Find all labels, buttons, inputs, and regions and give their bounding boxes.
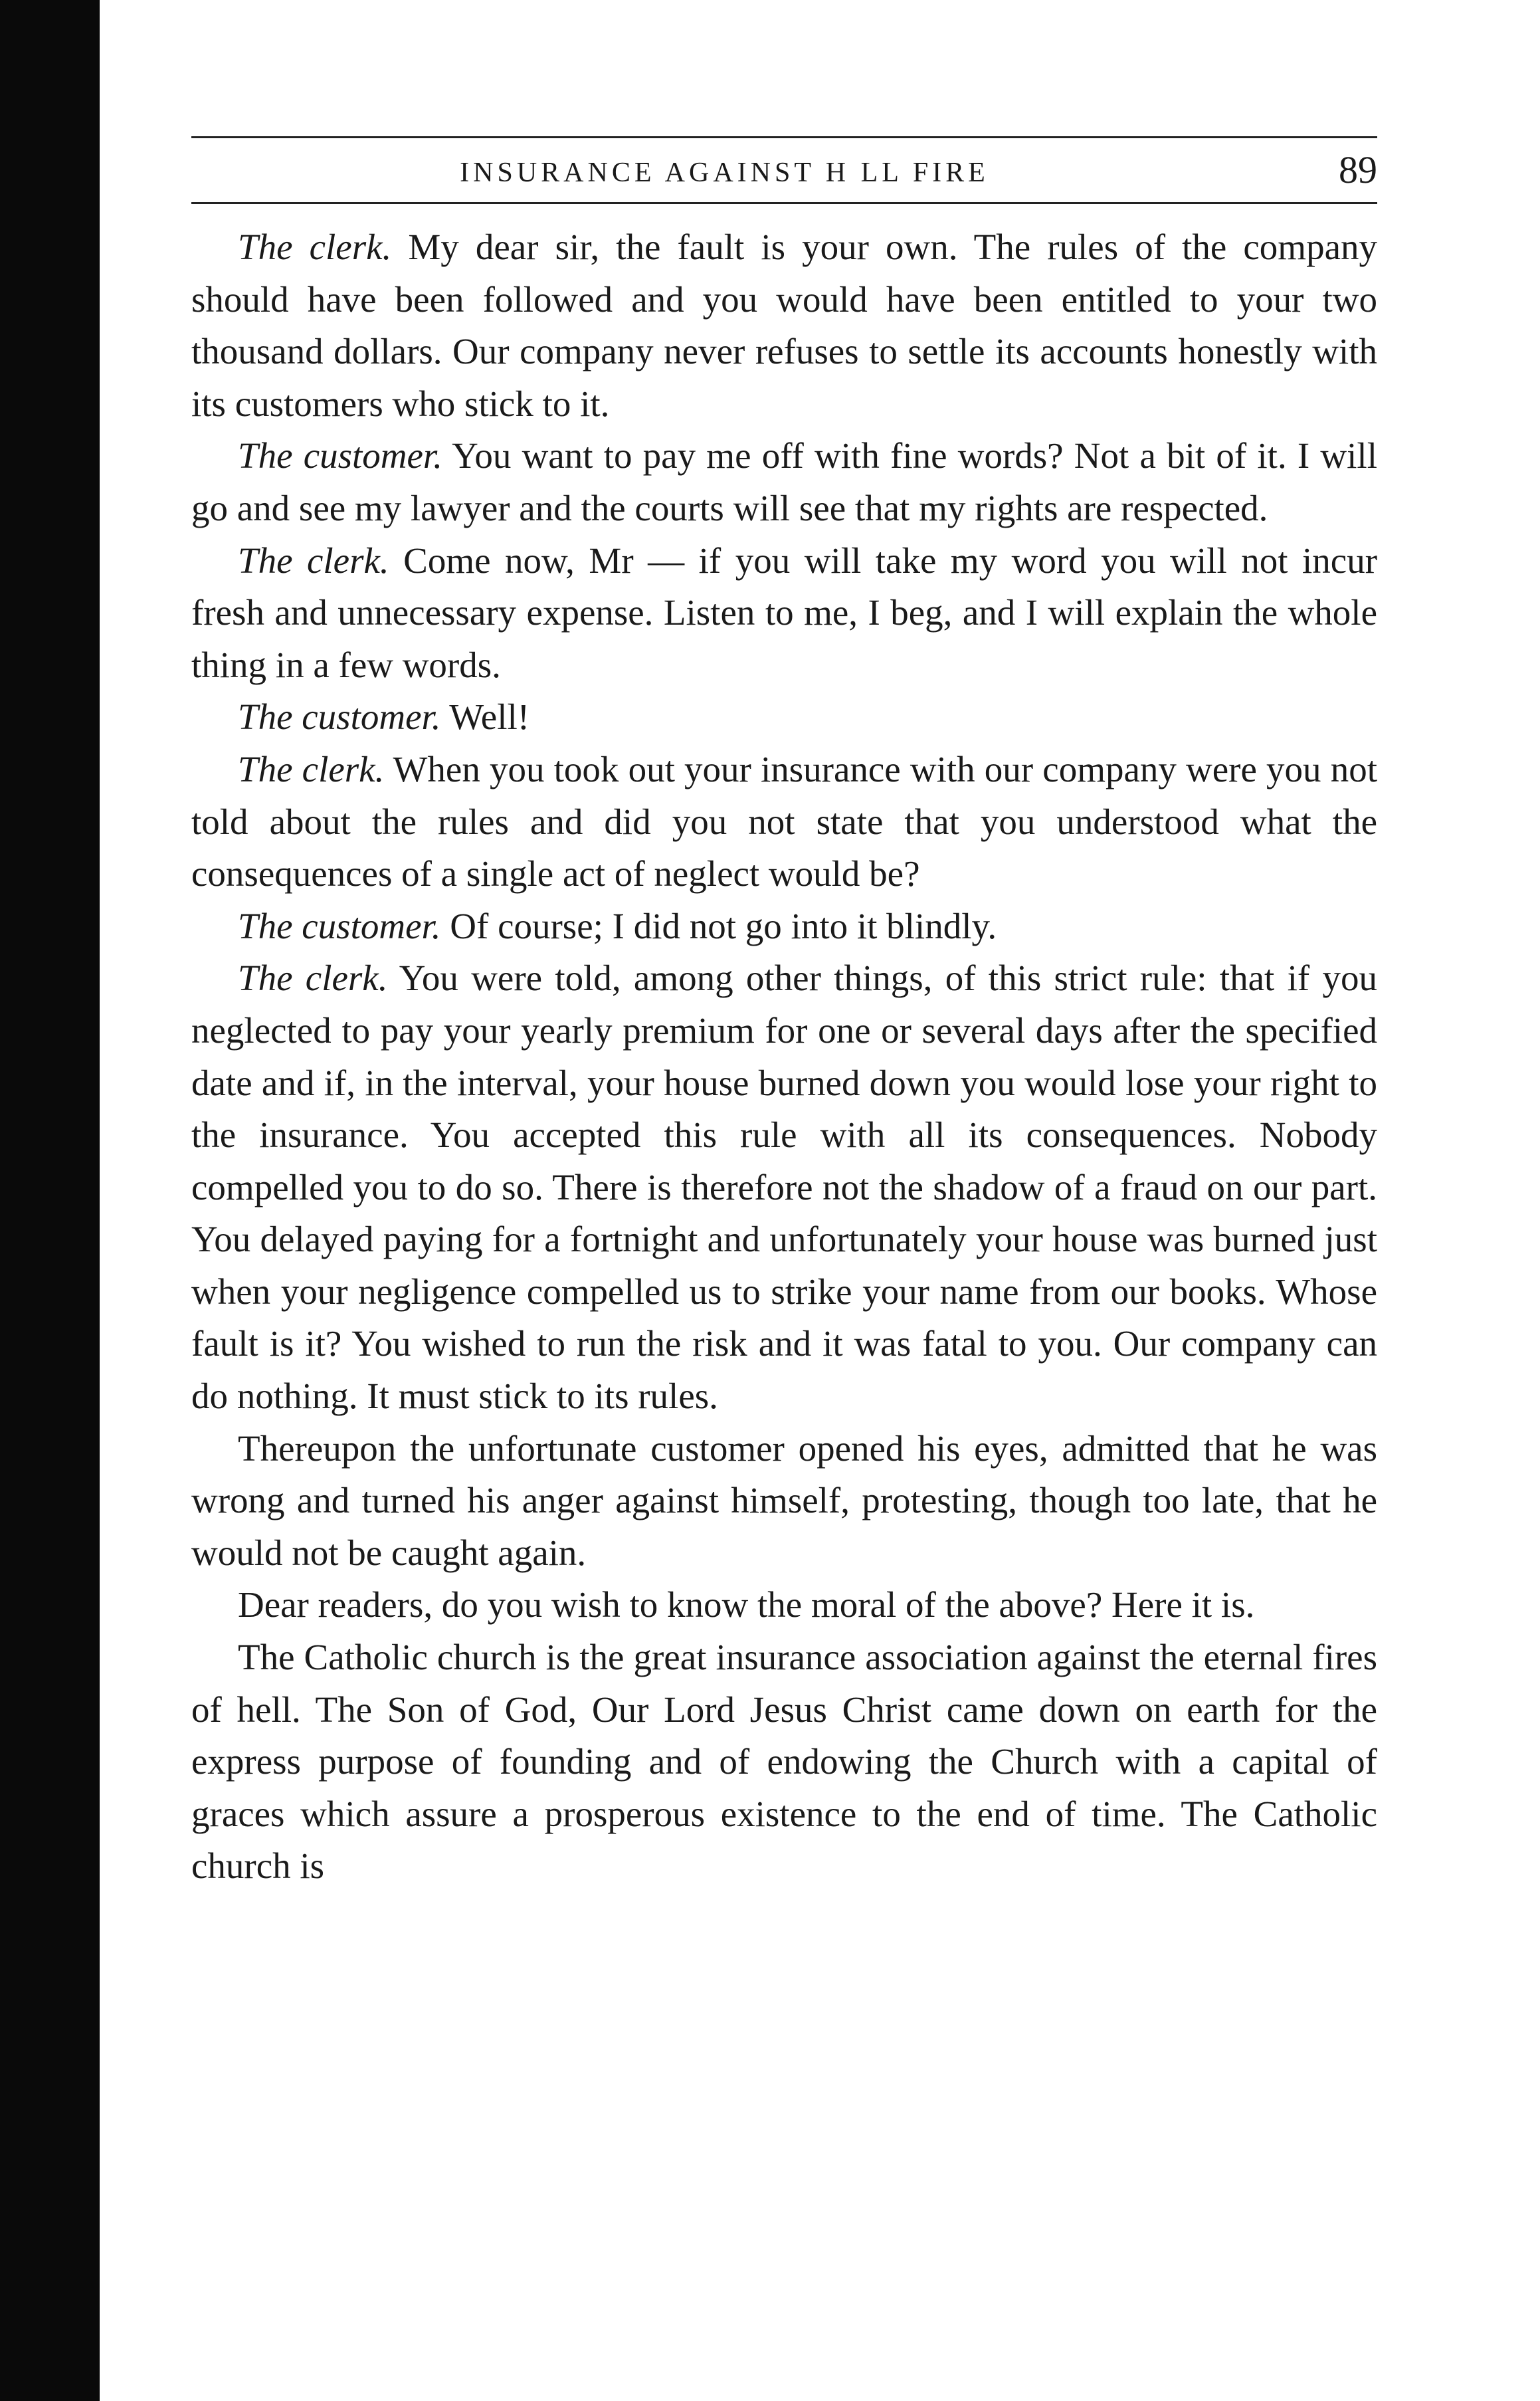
paragraph-text: Well!	[440, 696, 530, 738]
paragraph-text: Come now, Mr — if you will take my word you will not incur fresh and unnecessary expense. Listen to me, I beg, and I will explain the whole thing in a few words.	[191, 540, 1378, 685]
speaker-label: The clerk.	[238, 748, 385, 789]
running-title: INSURANCE AGAINST H LL FIRE	[460, 157, 989, 188]
speaker-label: The customer.	[238, 435, 442, 476]
paragraph	[191, 744, 1377, 900]
book-binding-edge	[0, 0, 100, 2401]
paragraph-text: Of course; I did not go into it blindly.	[440, 905, 997, 946]
paragraph-text: The Catholic church is the great insurance association against the eternal fires of hell. The Son of God, Our Lord Jesus Christ came down on earth for the express purpose of founding and of endowing the Church with a capital of graces which assure a prosperous existence to the end of time. The Catholic church is	[191, 1637, 1377, 1887]
paragraph	[191, 535, 1377, 692]
paragraph	[191, 691, 1377, 744]
book-page	[191, 136, 1377, 1893]
paragraph-text: Dear readers, do you wish to know the moral of the above? Here it is.	[238, 1584, 1255, 1625]
speaker-label: The customer.	[238, 696, 441, 738]
page-number: 89	[1339, 148, 1377, 191]
speaker-label: The clerk.	[238, 958, 388, 999]
paragraph-text: When you took out your insurance with our company were you not told about the rules and did you not state that you understood what the consequences of a single act of neglect would be?	[191, 748, 1377, 894]
paragraph	[191, 952, 1377, 1422]
paragraph	[191, 1579, 1377, 1631]
paragraph-text: My dear sir, the fault is your own. The rules of the company should have been followed and you would have been entitled to your two thousand dollars. Our company never refuses to settle its accounts honestly with its customers who stick to it.	[191, 227, 1378, 424]
paragraph	[191, 221, 1377, 430]
speaker-label: The customer.	[238, 905, 441, 946]
speaker-label: The clerk.	[238, 540, 389, 581]
paragraph-text: Thereupon the unfortunate customer opened his eyes, admitted that he was wrong and turned his anger against himself, protesting, though too late, that he would not be caught again.	[191, 1427, 1377, 1573]
paragraph	[191, 1423, 1377, 1580]
paragraph-text: You were told, among other things, of this strict rule: that if you neglected to pay your yearly premium for one or several days after the specified date and if, in the interval, your house burned down you would lose your right to the insurance. You accepted this rule with all its consequences. Nobody compelled you to do so. There is therefore not the shadow of a fraud on our part. You delayed paying for a fortnight and unfortunately your house was burned just when your negligence compelled us to strike your name from our books. Whose fault is it? You wished to run the risk and it was fatal to you. Our company can do nothing. It must stick to its rules.	[191, 958, 1377, 1417]
speaker-label: The clerk.	[238, 227, 392, 267]
paragraph	[191, 1631, 1377, 1893]
paragraph	[191, 900, 1377, 953]
body-text	[191, 221, 1377, 1893]
running-head	[191, 138, 1377, 202]
header-rule	[191, 202, 1377, 204]
paragraph-text: You want to pay me off with fine words? Not a bit of it. I will go and see my lawyer and the courts will see that my rights are respected.	[191, 435, 1377, 528]
paragraph	[191, 430, 1377, 534]
